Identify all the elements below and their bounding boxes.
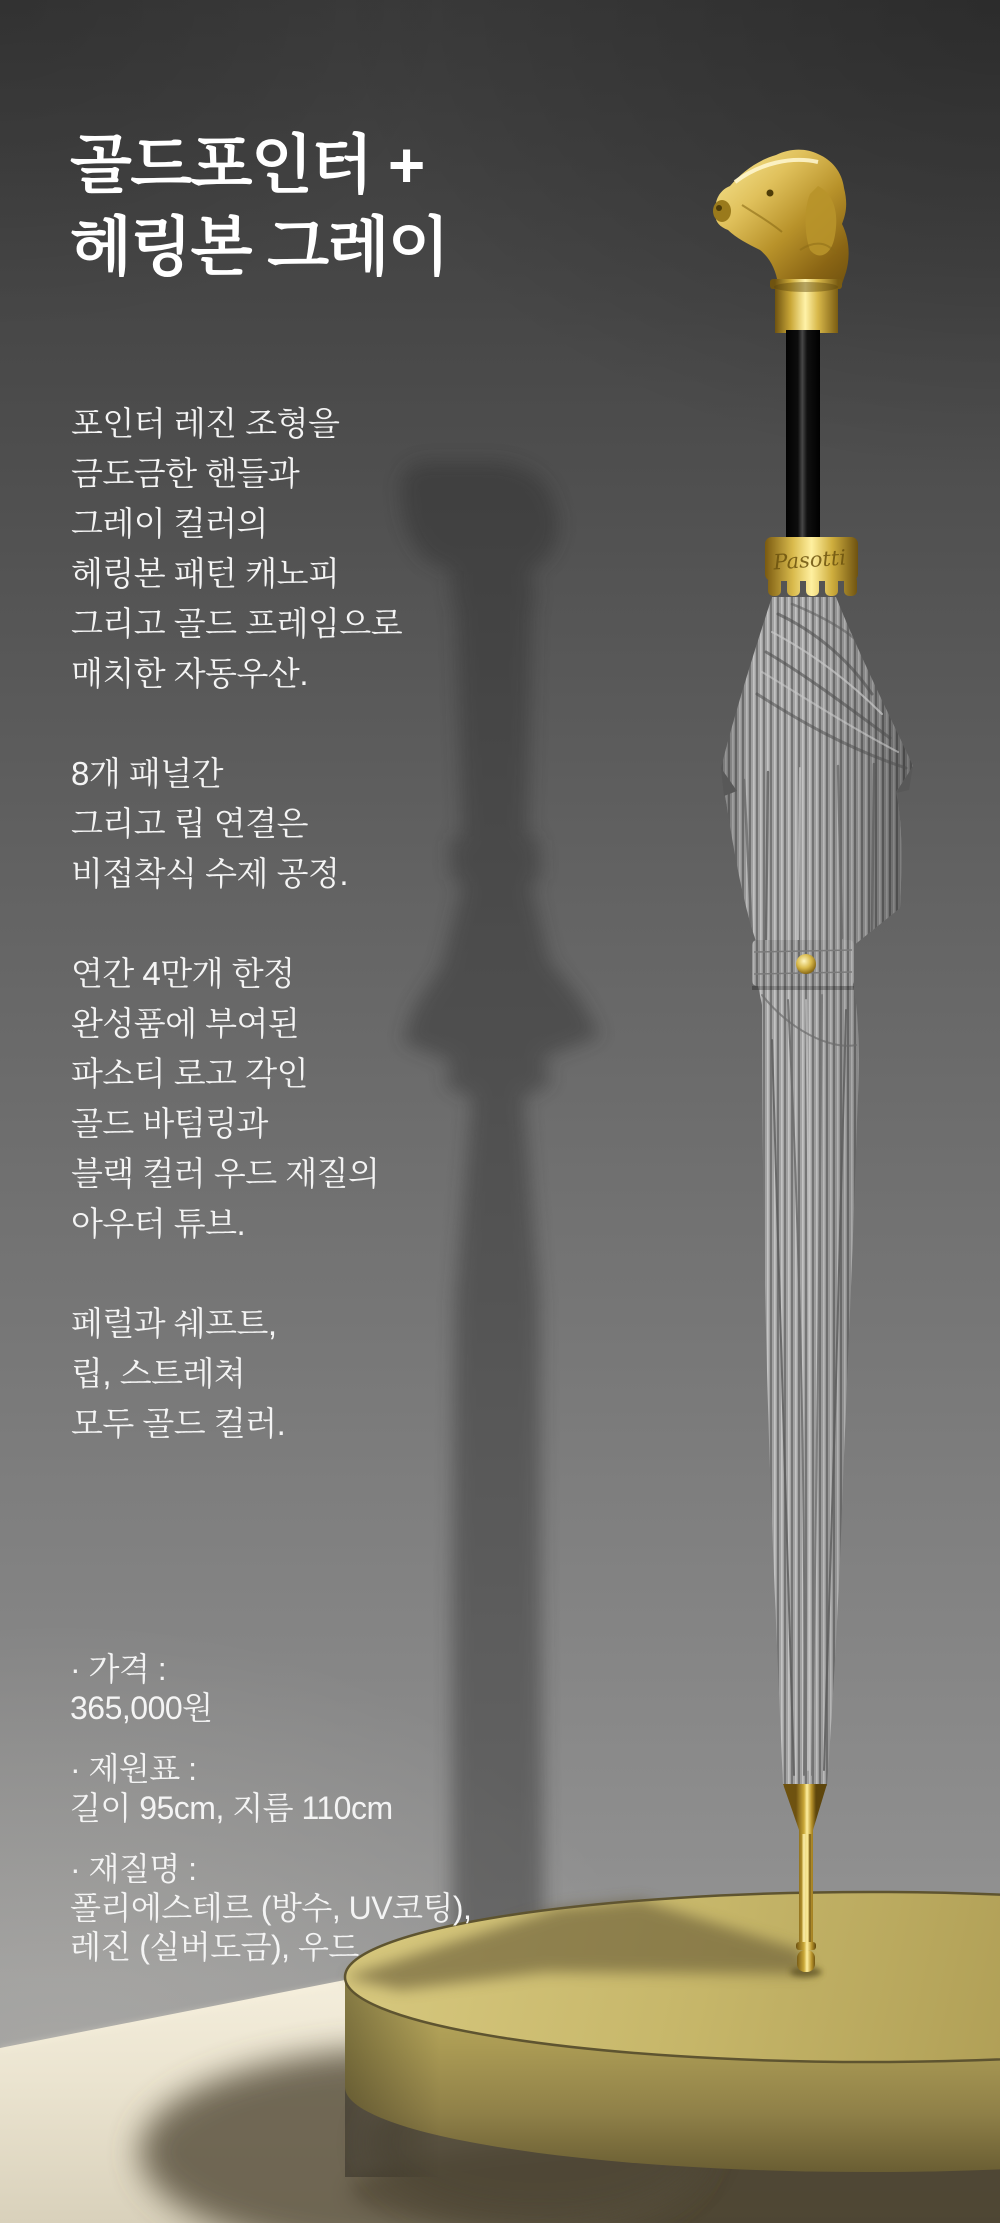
- description-line: 페럴과 쉐프트,: [71, 1305, 277, 1342]
- description-line: 포인터 레진 조형을: [71, 405, 340, 442]
- description-paragraph: [71, 1299, 402, 1449]
- description-line: 파소티 로고 각인: [71, 1055, 308, 1092]
- spec-value: 365,000원: [70, 1690, 213, 1726]
- description-line: 블랙 컬러 우드 재질의: [71, 1155, 380, 1192]
- description-line: 연간 4만개 한정: [71, 955, 295, 992]
- title-line: 헤링본 그레이: [70, 211, 449, 283]
- spec-label: · 제원표 :: [70, 1751, 197, 1787]
- product-description: [71, 399, 402, 1499]
- spec-dimensions: [70, 1750, 471, 1828]
- description-paragraph: [71, 949, 402, 1249]
- spec-value: 길이 95cm, 지름 110cm: [70, 1790, 393, 1826]
- description-line: 금도금한 핸들과: [71, 455, 300, 492]
- description-line: 아우터 튜브.: [71, 1205, 246, 1242]
- spec-label: · 가격 :: [70, 1651, 167, 1687]
- description-line: 8개 패널간: [71, 755, 224, 792]
- description-paragraph: [71, 399, 402, 699]
- description-line: 그레이 컬러의: [71, 505, 268, 542]
- description-line: 비접착식 수제 공정.: [71, 855, 349, 892]
- title-line: 골드포인터 +: [70, 129, 424, 201]
- description-line: 모두 골드 컬러.: [71, 1405, 286, 1442]
- description-line: 립, 스트레쳐: [71, 1355, 246, 1392]
- ring-engraving: Pasotti: [772, 545, 847, 575]
- spec-price: [70, 1650, 471, 1728]
- spec-value: 레진 (실버도금), 우드: [70, 1929, 359, 1965]
- page-title: [70, 124, 448, 288]
- description-line: 그리고 립 연결은: [71, 805, 308, 842]
- description-line: 헤링본 패턴 캐노피: [71, 555, 340, 592]
- description-line: 완성품에 부여된: [71, 1005, 300, 1042]
- spec-materials: [70, 1850, 471, 1967]
- description-paragraph: [71, 749, 402, 899]
- spec-list: [70, 1650, 471, 1989]
- description-line: 그리고 골드 프레임으로: [71, 605, 403, 642]
- description-line: 매치한 자동우산.: [71, 655, 308, 692]
- spec-label: · 재질명 :: [70, 1851, 197, 1887]
- description-line: 골드 바텀링과: [71, 1105, 268, 1142]
- spec-value: 폴리에스테르 (방수, UV코팅),: [70, 1890, 472, 1926]
